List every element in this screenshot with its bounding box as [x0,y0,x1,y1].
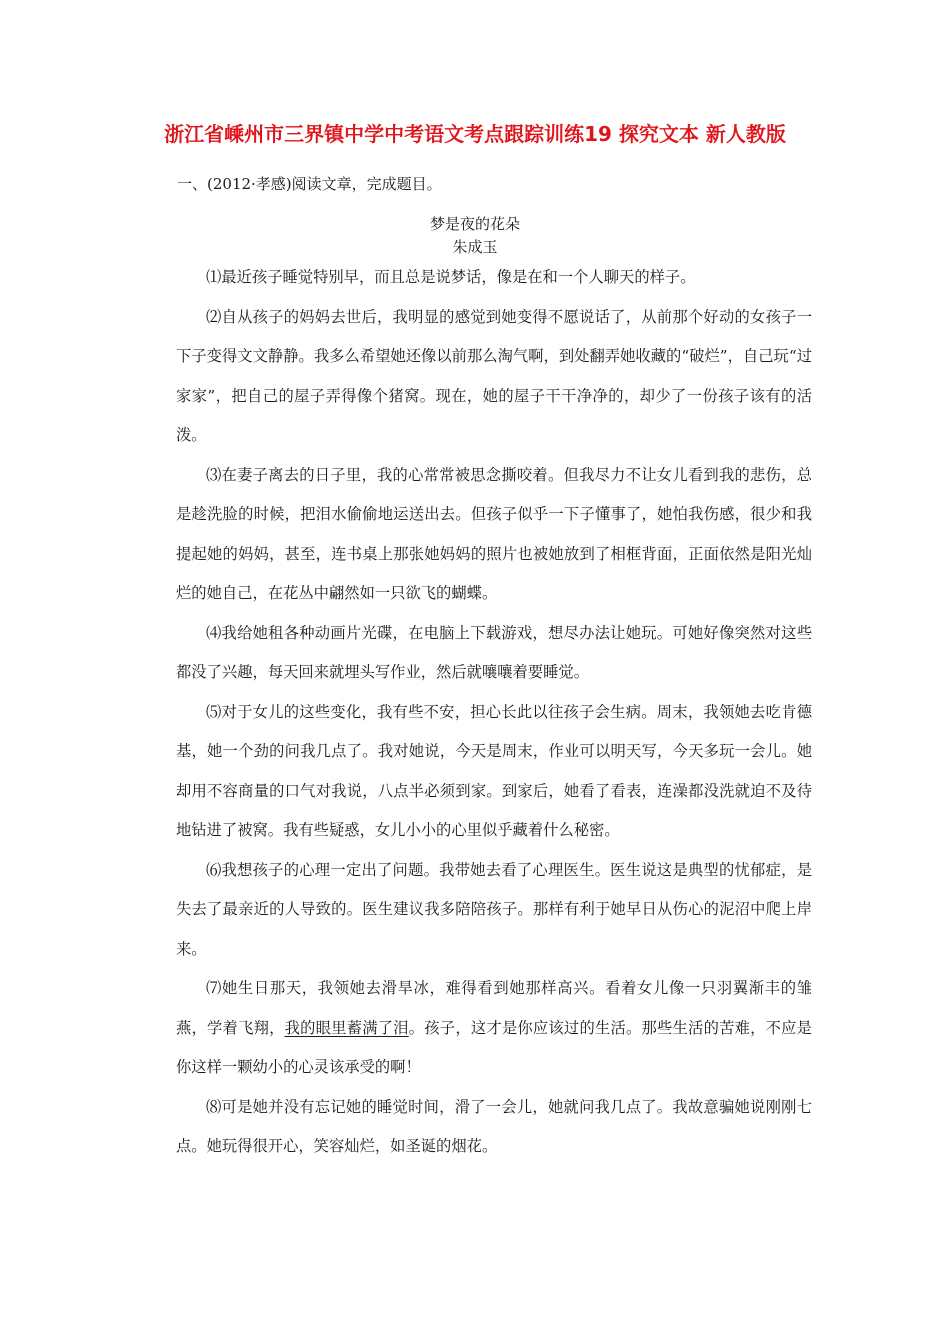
underlined-sentence: 我的眼里蓄满了泪 [284,1018,409,1037]
document-title: 浙江省嵊州市三界镇中学中考语文考点跟踪训练19 探究文本 新人教版 [164,122,786,146]
paragraph-7-after: 。孩子，这才是你应该过的生活。那些生活的苦难，不应是你这样一颗幼小的心灵该承受的啊！ [176,1018,812,1076]
paragraph-4: ⑷我给她租各种动画片光碟，在电脑上下载游戏，想尽办法让她玩。可她好像突然对这些都没了兴趣，每天回来就埋头写作业，然后就嚷嚷着要睡觉。 [176,623,812,681]
paragraph-8: ⑻可是她并没有忘记她的睡觉时间，滑了一会儿，她就问我几点了。我故意骗她说刚刚七点。她玩得很开心，笑容灿烂，如圣诞的烟花。 [176,1097,812,1155]
paragraph-1: ⑴最近孩子睡觉特别早，而且总是说梦话，像是在和一个人聊天的样子。 [206,268,696,286]
paragraph-7 [176,969,812,1088]
article-author: 朱成玉 [452,238,498,256]
paragraph-3: ⑶在妻子离去的日子里，我的心常常被思念撕咬着。但我尽力不让女儿看到我的悲伤，总是趁洗脸的时候，把泪水偷偷地运送出去。但孩子似乎一下子懂事了，她怕我伤感，很少和我提起她的妈妈，甚至，连书桌上那张她妈妈的照片也被她放到了相框背面，正面依然是阳光灿烂的她自己，在花丛中翩然如一只欲飞的蝴蝶。 [176,465,812,602]
paragraph-2: ⑵自从孩子的妈妈去世后，我明显的感觉到她变得不愿说话了，从前那个好动的女孩子一下子变得文文静静。我多么希望她还像以前那么淘气啊，到处翻弄她收藏的“破烂”，自己玩“过家家”，把自己的屋子弄得像个猪窝。现在，她的屋子干干净净的，却少了一份孩子该有的活泼。 [176,307,812,444]
article-body [176,258,812,1167]
question-instruction: 一、(2012·孝感)阅读文章，完成题目。 [177,175,442,193]
paragraph-6: ⑹我想孩子的心理一定出了问题。我带她去看了心理医生。医生说这是典型的忧郁症，是失去了最亲近的人导致的。医生建议我多陪陪孩子。那样有利于她早日从伤心的泥沼中爬上岸来。 [176,860,812,958]
article-title: 梦是夜的花朵 [429,215,520,233]
paragraph-5: ⑸对于女儿的这些变化，我有些不安，担心长此以往孩子会生病。周末，我领她去吃肯德基，她一个劲的问我几点了。我对她说，今天是周末，作业可以明天写，今天多玩一会儿。她却用不容商量的口气对我说，八点半必须到家。到家后，她看了看表，连澡都没洗就迫不及待地钻进了被窝。我有些疑惑，女儿小小的心里似乎藏着什么秘密。 [176,702,812,839]
paragraph-7-before: ⑺她生日那天，我领她去滑旱冰，难得看到她那样高兴。看着女儿像一只羽翼渐丰的雏燕，学着飞翔， [176,979,812,1037]
